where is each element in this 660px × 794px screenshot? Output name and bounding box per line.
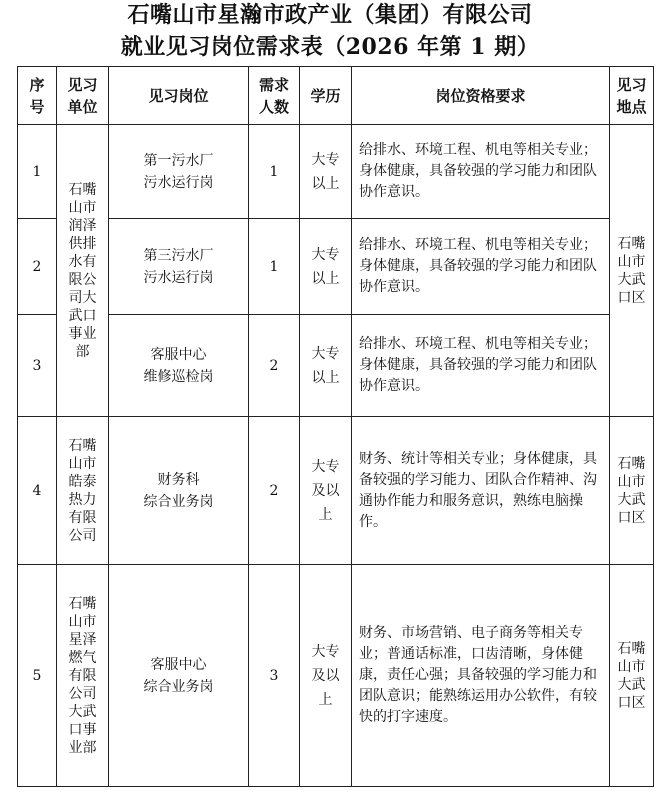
position-cell: 第一污水厂 污水运行岗 [109,125,249,219]
count-cell: 2 [249,417,300,565]
count-cell: 2 [249,315,300,417]
education-cell: 大专以上 [300,315,352,417]
requirements-cell: 给排水、环境工程、机电等相关专业；身体健康，具备较强的学习能力和团队协作意识。 [352,125,610,219]
header-requirements: 岗位资格要求 [352,67,610,125]
row-no: 5 [18,565,57,787]
row-no: 1 [18,125,57,219]
table-row [18,565,654,787]
education-cell: 大专及以上 [300,417,352,565]
location-cell: 石嘴山市大武口区 [610,417,654,565]
requirements-cell: 财务、市场营销、电子商务等相关专业；普通话标准，口齿清晰，身体健康，责任心强；具备较强的学习能力和团队意识；能熟练运用办公软件，有较快的打字速度。 [352,565,610,787]
position-cell: 财务科 综合业务岗 [109,417,249,565]
header-location: 见习地点 [610,67,654,125]
count-cell: 3 [249,565,300,787]
header-row [18,67,654,125]
education-cell: 大专以上 [300,219,352,315]
unit-cell: 石嘴山市皓泰热力有限公司 [57,417,109,565]
header-education: 学历 [300,67,352,125]
position-cell: 客服中心 综合业务岗 [109,565,249,787]
count-cell: 1 [249,125,300,219]
page-subtitle: 就业见习岗位需求表（2026 年第 1 期） [120,34,540,60]
location-cell: 石嘴山市大武口区 [610,125,654,417]
table-row [18,315,654,417]
row-no: 4 [18,417,57,565]
unit-cell: 石嘴山市星泽燃气有限公司大武口事业部 [57,565,109,787]
unit-cell: 石嘴山市润泽供排水有限公司大武口事业部 [57,125,109,417]
position-cell: 第三污水厂 污水运行岗 [109,219,249,315]
row-no: 3 [18,315,57,417]
table-row [18,417,654,565]
position-cell: 客服中心 维修巡检岗 [109,315,249,417]
page-title: 石嘴山市星瀚市政产业（集团）有限公司 [127,2,533,28]
table-row [18,219,654,315]
requirements-cell: 给排水、环境工程、机电等相关专业；身体健康，具备较强的学习能力和团队协作意识。 [352,315,610,417]
education-cell: 大专以上 [300,125,352,219]
education-cell: 大专及以上 [300,565,352,787]
header-count: 需求人数 [249,67,300,125]
requirements-cell: 财务、统计等相关专业；身体健康，具备较强的学习能力、团队合作精神、沟通协作能力和服务意识，熟练电脑操作。 [352,417,610,565]
location-cell: 石嘴山市大武口区 [610,565,654,787]
header-no: 序号 [18,67,57,125]
table-row [18,125,654,219]
requirements-cell: 给排水、环境工程、机电等相关专业；身体健康，具备较强的学习能力和团队协作意识。 [352,219,610,315]
header-position: 见习岗位 [109,67,249,125]
row-no: 2 [18,219,57,315]
count-cell: 1 [249,219,300,315]
header-unit: 见习单位 [57,67,109,125]
job-table [17,66,654,787]
